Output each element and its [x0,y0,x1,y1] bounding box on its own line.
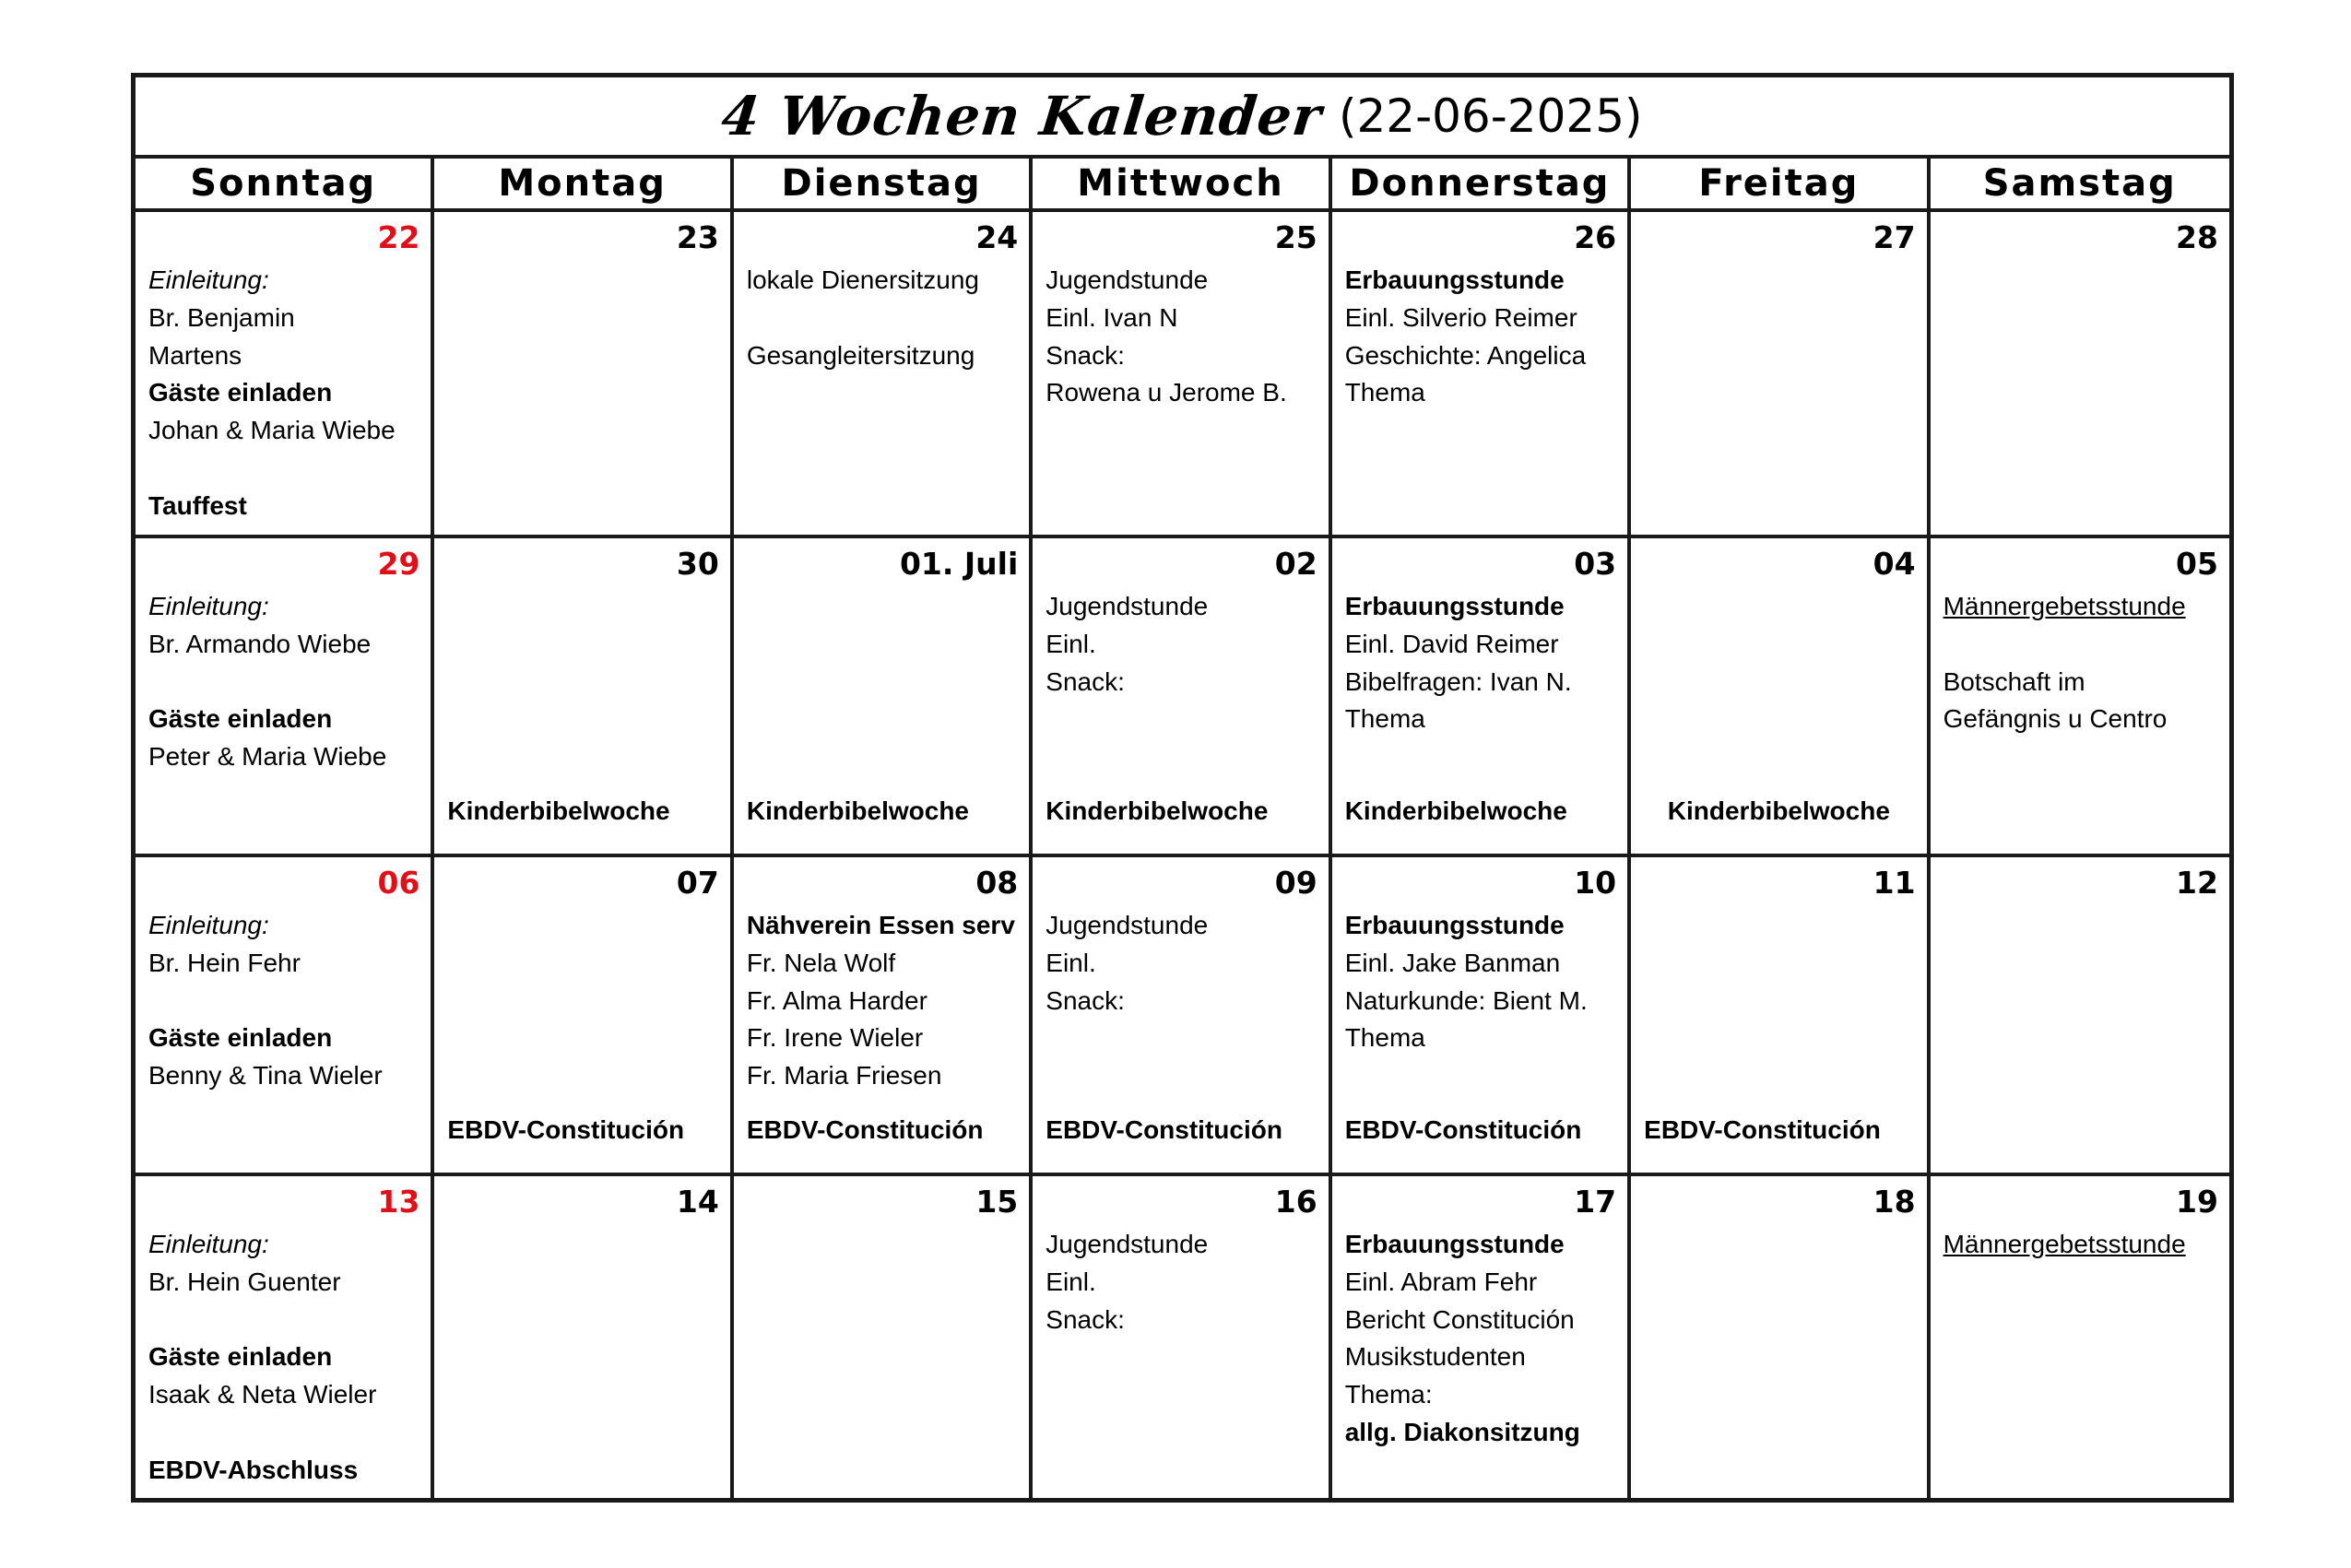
day-cell[interactable] [136,212,434,535]
day-number: 10 [1574,865,1617,901]
entry-line: Erbauungsstunde [1344,592,1565,620]
entry-line: Botschaft im [1943,666,2085,696]
day-number: 30 [676,546,719,582]
entry-line: Rowena u Jerome B. [1046,378,1287,407]
day-cell[interactable] [136,538,434,854]
entry-spacer [747,300,1018,337]
day-entries [747,907,1018,1095]
day-cell[interactable] [1631,538,1930,854]
day-cell[interactable] [434,1176,733,1498]
day-number: 24 [975,219,1019,255]
title-date: (22-06-2025) [1338,89,1643,143]
weekday-samstag: Samstag [1982,162,2177,205]
day-number: 28 [2176,219,2218,255]
entry-line: Martens [148,340,242,370]
entry-line: Fr. Maria Friesen [746,1061,942,1091]
entry-line: Fr. Nela Wolf [746,948,896,977]
day-entries [1345,262,1616,412]
entry-line: Einl. David Reimer [1344,629,1559,658]
day-cell[interactable] [734,857,1033,1173]
event-label: EBDV-Constitución [1644,1115,1881,1144]
day-entries [148,907,419,1095]
day-number: 25 [1274,219,1317,255]
day-entries [1046,588,1317,701]
entry-line: Thema: [1344,1380,1433,1409]
day-cell[interactable] [434,212,733,535]
weekday-mittwoch: Mittwoch [1033,159,1331,208]
day-cell[interactable] [1931,538,2229,854]
entry-line: Snack: [1046,340,1125,370]
day-cell[interactable] [1033,538,1331,854]
day-cell[interactable] [734,538,1033,854]
day-cell[interactable] [1033,857,1331,1173]
entry-line: Einl. Abram Fehr [1344,1267,1538,1296]
day-number: 22 [377,219,420,255]
entry-line: Thema [1344,704,1425,734]
weekday-header-row [136,159,2229,212]
day-entries [1345,588,1616,738]
day-entries [1345,907,1616,1057]
day-number: 27 [1873,219,1916,255]
entry-line: Einl. Ivan N [1046,302,1178,332]
day-cell[interactable] [136,1176,434,1498]
entry-line: Einleitung: [148,1230,269,1258]
event-label: Kinderbibelwoche [1667,796,1890,825]
day-cell[interactable] [434,538,733,854]
entry-line: Tauffest [148,490,247,520]
event-label: EBDV-Constitución [746,1115,984,1144]
day-number: 13 [377,1184,420,1220]
entry-spacer [148,664,419,701]
weeks-grid [136,212,2229,1498]
entry-line: Gesangleitersitzung [746,340,975,370]
day-number: 02 [1274,546,1317,582]
entry-line: Gefängnis u Centro [1943,704,2168,734]
entry-line: Einleitung: [148,592,269,620]
entry-line: Jugendstunde [1046,265,1209,294]
day-cell[interactable] [734,1176,1033,1498]
event-label: EBDV-Constitución [1046,1115,1282,1144]
entry-line: Männergebetsstunde [1943,1230,2186,1258]
day-cell[interactable] [1631,857,1930,1173]
entry-line: Jugendstunde [1046,911,1209,939]
entry-line: Einleitung: [148,911,269,939]
day-number: 04 [1873,546,1916,582]
day-number: 01. Juli [899,546,1019,582]
day-cell[interactable] [1033,212,1331,535]
week-row [136,212,2229,538]
entry-spacer [148,1414,419,1452]
entry-line: Einl. [1046,948,1096,977]
day-number: 12 [2176,865,2218,901]
entry-line: Einl. Silverio Reimer [1344,302,1577,332]
day-number: 17 [1574,1184,1617,1220]
day-entries [148,262,419,525]
day-entries [148,588,419,776]
day-cell[interactable] [1631,212,1930,535]
week-row [136,857,2229,1176]
entry-line: lokale Dienersitzung [746,265,979,294]
entry-line: Gäste einladen [148,1023,333,1053]
entry-line: Erbauungsstunde [1344,911,1565,939]
day-number: 06 [377,865,420,901]
day-cell[interactable] [1332,212,1631,535]
entry-line: Fr. Alma Harder [746,985,927,1015]
day-number: 16 [1274,1184,1317,1220]
entry-line: Nähverein Essen serv [746,911,1015,939]
entry-line: Männergebetsstunde [1943,592,2186,620]
day-entries [1345,1226,1616,1452]
entry-spacer [148,450,419,488]
entry-line: Isaak & Neta Wieler [148,1380,377,1409]
entry-line: Gäste einladen [148,704,333,734]
entry-line: Einleitung: [148,265,269,294]
entry-line: Thema [1344,1023,1425,1053]
title-text: 4 Wochen Kalender [718,85,1326,147]
week-row [136,1176,2229,1498]
entry-line: Br. Benjamin [148,302,295,332]
day-number: 05 [2176,546,2218,582]
day-entries [1943,1226,2218,1264]
day-number: 19 [2176,1184,2218,1220]
entry-line: Gäste einladen [148,378,333,407]
entry-line: Jugendstunde [1046,1230,1209,1258]
day-entries [1046,907,1317,1020]
weekday-sonntag: Sonntag [136,159,434,208]
entry-line: Peter & Maria Wiebe [148,742,387,772]
entry-line: Einl. [1046,629,1096,658]
event-label: Kinderbibelwoche [1046,796,1269,825]
entry-line: Snack: [1046,1304,1125,1334]
day-cell[interactable] [1931,212,2229,535]
day-cell[interactable] [1033,1176,1331,1498]
day-cell[interactable] [1332,1176,1631,1498]
day-number: 18 [1873,1184,1916,1220]
entry-line: Erbauungsstunde [1344,265,1565,294]
day-number: 03 [1574,546,1617,582]
day-number: 07 [676,865,719,901]
day-entries [1943,588,2218,738]
entry-line: Gäste einladen [148,1342,333,1372]
day-number: 11 [1873,865,1916,901]
day-entries [747,262,1018,374]
entry-line: Bibelfragen: Ivan N. [1344,666,1572,696]
event-label: EBDV-Constitución [447,1115,685,1144]
event-label: EBDV-Constitución [1344,1115,1582,1144]
entry-line: Fr. Irene Wieler [746,1023,924,1053]
day-cell[interactable] [734,212,1033,535]
entry-line: Jugendstunde [1046,592,1209,620]
entry-line: Br. Hein Fehr [148,948,301,977]
weekday-dienstag: Dienstag [734,159,1033,208]
entry-line: Snack: [1046,985,1125,1015]
entry-line: Geschichte: Angelica [1344,340,1587,370]
weekday-freitag: Freitag [1631,159,1930,208]
entry-line: Einl. Jake Banman [1344,948,1561,977]
entry-line: Naturkunde: Bient M. [1344,985,1588,1015]
entry-line: allg. Diakonsitzung [1344,1417,1580,1446]
entry-line: Musikstudenten [1344,1342,1526,1372]
event-label: Kinderbibelwoche [746,796,969,825]
entry-line: Br. Hein Guenter [148,1267,341,1296]
day-cell[interactable] [434,857,733,1173]
entry-line: Erbauungsstunde [1344,1230,1565,1258]
day-cell[interactable] [1931,1176,2229,1498]
day-cell[interactable] [136,857,434,1173]
week-row [136,538,2229,857]
day-number: 29 [377,546,420,582]
entry-line: Br. Armando Wiebe [148,629,372,658]
event-label: Kinderbibelwoche [447,796,670,825]
day-number: 08 [975,865,1019,901]
weekday-montag: Montag [434,159,733,208]
entry-line: EBDV-Abschluss [148,1455,359,1484]
entry-line: Snack: [1046,666,1125,696]
day-entries [1046,1226,1317,1338]
day-entries [1046,262,1317,412]
entry-line: Thema [1344,378,1425,407]
entry-line: Johan & Maria Wiebe [148,416,396,445]
day-cell[interactable] [1631,1176,1930,1498]
day-cell[interactable] [1931,857,2229,1173]
calendar-title [136,77,2229,159]
day-entries [148,1226,419,1490]
day-number: 09 [1274,865,1317,901]
entry-line: Einl. [1046,1267,1096,1296]
day-number: 23 [676,219,719,255]
day-number: 15 [975,1184,1019,1220]
entry-line: Bericht Constitución [1344,1304,1575,1334]
entry-line: Benny & Tina Wieler [148,1061,383,1091]
entry-spacer [148,1302,419,1339]
day-cell[interactable] [1332,538,1631,854]
day-number: 14 [676,1184,719,1220]
weekday-donnerstag: Donnerstag [1332,159,1631,208]
day-cell[interactable] [1332,857,1631,1173]
entry-spacer [1943,626,2218,664]
entry-spacer [148,983,419,1020]
event-label: Kinderbibelwoche [1344,796,1567,825]
day-number: 26 [1574,219,1617,255]
calendar [131,73,2234,1503]
